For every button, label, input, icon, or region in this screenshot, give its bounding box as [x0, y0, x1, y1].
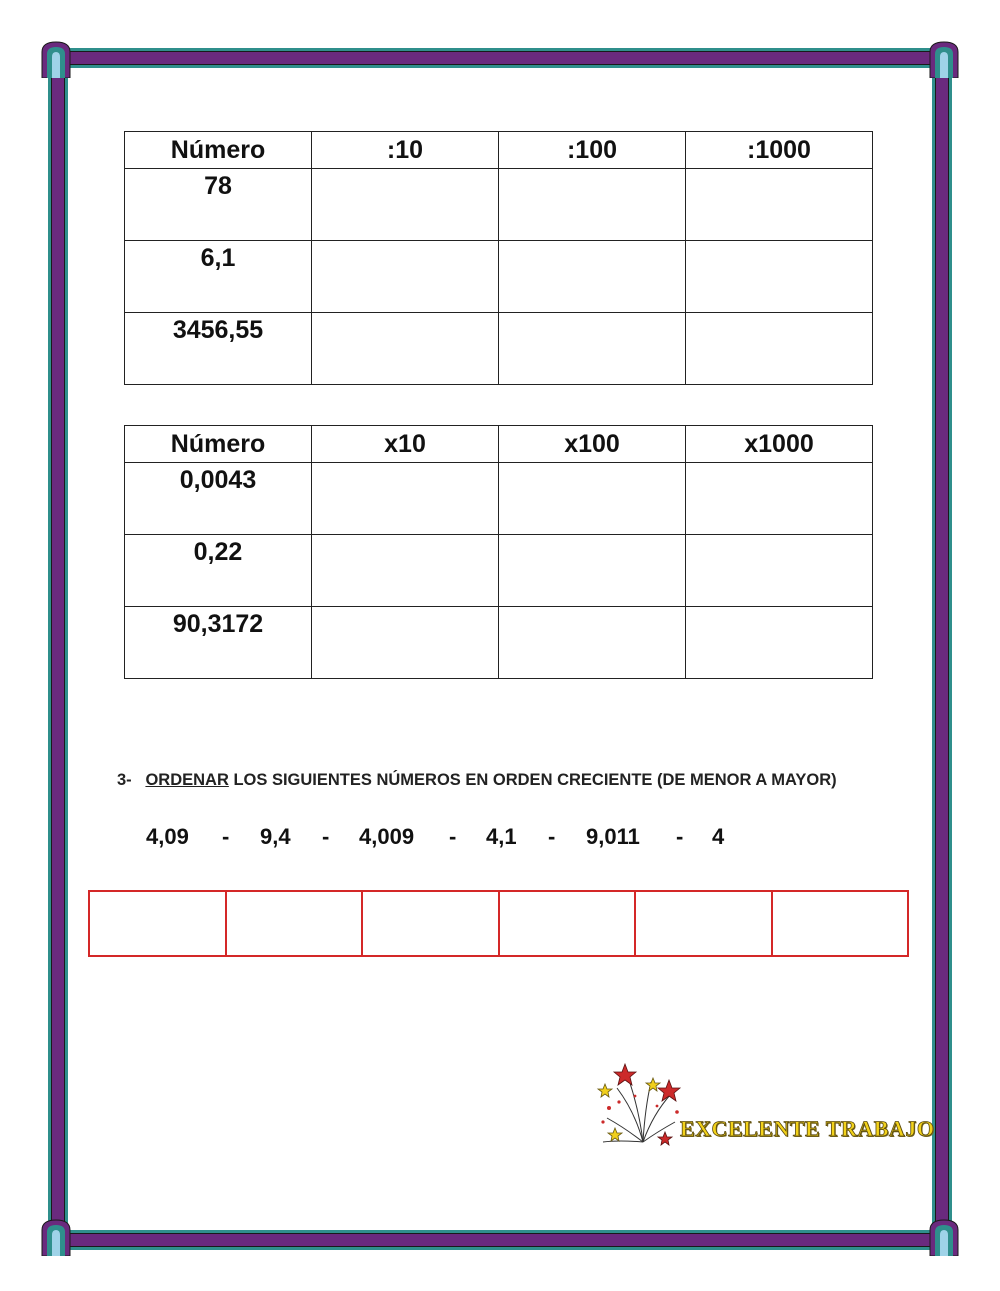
sequence-separator: - — [548, 824, 556, 849]
header-cell: :10 — [312, 132, 499, 169]
number-cell: 0,22 — [125, 535, 312, 607]
answer-cell[interactable] — [312, 313, 499, 385]
ordering-answer-boxes — [88, 890, 909, 957]
header-cell: x10 — [312, 426, 499, 463]
answer-cell[interactable] — [499, 169, 686, 241]
border-top — [58, 48, 942, 68]
table-header-row — [125, 426, 873, 463]
sequence-separator: - — [676, 824, 684, 849]
answer-cell[interactable] — [499, 241, 686, 313]
border-left — [48, 58, 68, 1234]
answer-box[interactable] — [89, 891, 226, 956]
table-row — [125, 169, 873, 241]
number-cell: 78 — [125, 169, 312, 241]
answer-cell[interactable] — [499, 313, 686, 385]
table-header-row — [125, 132, 873, 169]
answer-cell[interactable] — [686, 607, 873, 679]
table-row — [125, 535, 873, 607]
sequence-number: 9,4 — [260, 824, 291, 849]
division-table — [124, 131, 873, 385]
sequence-separator: - — [322, 824, 330, 849]
table-row — [125, 313, 873, 385]
answer-cell[interactable] — [686, 241, 873, 313]
sequence-number: 4 — [712, 824, 725, 849]
answer-cell[interactable] — [312, 535, 499, 607]
header-cell: :100 — [499, 132, 686, 169]
answer-cell[interactable] — [312, 607, 499, 679]
arch-corner-icon — [40, 40, 72, 78]
answer-cell[interactable] — [686, 535, 873, 607]
answer-cell[interactable] — [312, 169, 499, 241]
header-cell: Número — [125, 426, 312, 463]
exercise-instruction — [117, 771, 837, 790]
number-cell: 6,1 — [125, 241, 312, 313]
answer-box[interactable] — [635, 891, 772, 956]
answer-cell[interactable] — [312, 241, 499, 313]
table-row — [125, 241, 873, 313]
answer-cell[interactable] — [686, 313, 873, 385]
exercise-number: 3- — [117, 771, 132, 789]
exercise-text: LOS SIGUIENTES NÚMEROS EN ORDEN CRECIENTE (DE MENOR A MAYOR) — [228, 771, 837, 789]
table-row — [125, 607, 873, 679]
header-cell: :1000 — [686, 132, 873, 169]
exercise-verb: ORDENAR — [145, 771, 229, 789]
number-cell: 0,0043 — [125, 463, 312, 535]
header-cell: Número — [125, 132, 312, 169]
arch-corner-icon — [928, 1218, 960, 1256]
sequence-number: 4,09 — [146, 824, 189, 849]
answer-cell[interactable] — [499, 607, 686, 679]
border-bottom — [58, 1230, 942, 1250]
number-cell: 90,3172 — [125, 607, 312, 679]
arch-corner-icon — [928, 40, 960, 78]
answer-cell[interactable] — [499, 463, 686, 535]
answer-cell[interactable] — [686, 169, 873, 241]
answer-box[interactable] — [772, 891, 909, 956]
sequence-separator: - — [449, 824, 457, 849]
header-cell: x1000 — [686, 426, 873, 463]
arch-corner-icon — [40, 1218, 72, 1256]
answer-cell[interactable] — [312, 463, 499, 535]
answer-box[interactable] — [226, 891, 363, 956]
sequence-number: 4,1 — [486, 824, 517, 849]
answer-box[interactable] — [499, 891, 636, 956]
number-cell: 3456,55 — [125, 313, 312, 385]
sequence-separator: - — [222, 824, 230, 849]
answer-cell[interactable] — [686, 463, 873, 535]
answer-box[interactable] — [362, 891, 499, 956]
header-cell: x100 — [499, 426, 686, 463]
sequence-number: 4,009 — [359, 824, 415, 849]
answer-cell[interactable] — [499, 535, 686, 607]
badge-text: EXCELENTE TRABAJO — [680, 1116, 935, 1141]
border-right — [932, 58, 952, 1234]
table-row — [125, 463, 873, 535]
multiplication-table — [124, 425, 873, 679]
sequence-number: 9,011 — [586, 824, 640, 849]
